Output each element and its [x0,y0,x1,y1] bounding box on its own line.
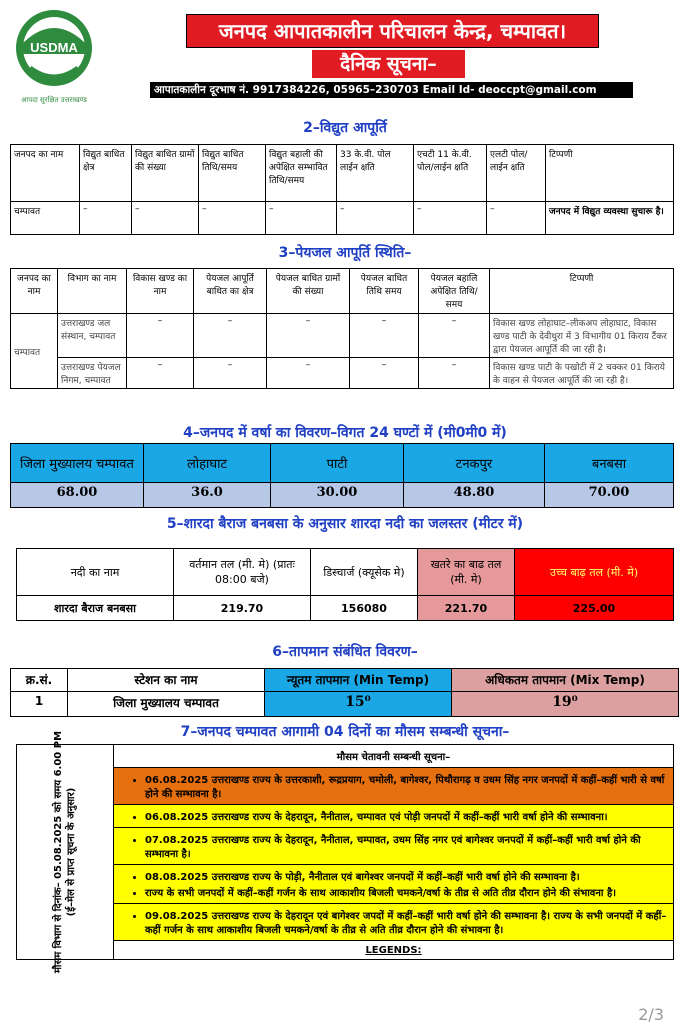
table-row [11,358,674,389]
table-cell: विकास खण्ड पाटी के पखोटी में 2 चक्कर 01 किराये के वाहन से पेयजल आपूर्ति की जा रही है। [490,358,674,389]
table-cell: 221.70 [418,596,515,621]
col-header: खतरे का बाढ तल (मी. मे) [418,549,515,596]
col-header: डिस्चार्ज (क्यूसेक मे) [311,549,418,596]
station-header: टनकपुर [404,444,545,483]
table-cell: – [350,314,419,358]
river-title: 5–शारदा बैराज बनबसा के अनुसार शारदा नदी का जलस्तर (मीटर में) [166,516,524,532]
page-subtitle: दैनिक सूचना– [312,50,465,78]
table-header-row [17,549,674,596]
table-header-row [11,145,674,202]
col-header: पेयजल बहालि अपेक्षित तिथि/समय [419,269,490,314]
station-header: बनबसा [545,444,674,483]
rainfall-title: 4–जनपद में वर्षा का विवरण–विगत 24 घण्टों में (मी0मी0 में) [183,425,507,441]
table-cell: उत्तराखण्ड पेयजल निगम, चम्पावत [58,358,127,389]
col-header: न्यूतम तापमान (Min Temp) [265,669,452,692]
table-row [17,768,674,805]
table-cell: 156080 [311,596,418,621]
rainfall-value: 30.00 [271,483,404,508]
table-cell: विकास खण्ड लोहाघाट–लीकअप लोहाघाट, विकास खण्ड पाटी के देवीधुरा में 3 विभागीय 01 किराय टैंकर द्वारा पेयजल आपूर्ति की जा रही है। [490,314,674,358]
station-header: लोहाघाट [144,444,271,483]
col-header: वर्तमान तल (मी. मे) (प्रातः 08:00 बजे) [174,549,311,596]
table-cell: – [350,358,419,389]
col-header: विद्युत बहाली की अपेक्षित सम्भावित तिथि/समय [266,145,337,202]
max-temp: 19⁰ [452,692,679,717]
weather-item: • 08.08.2025 उत्तराखण्ड राज्य के पोड़ी, नैनीताल एवं बागेश्वर जनपदों में कहीं–कहीं भारी वर्षा होने की सम्भावना है। [145,869,670,883]
legends-label: LEGENDS: [114,941,674,960]
water-table [10,268,674,389]
table-cell: – [199,202,266,235]
table-row [17,865,674,904]
table-cell: – [127,314,194,358]
table-row [17,828,674,865]
weather-item: • 07.08.2025 उत्तराखण्ड राज्य के देहरादून, नैनीताल, चम्पावत, उधम सिंह नगर एवं बागेश्वर जनपदों में कहीं–कहीं भारी वर्षा होने की सम्भावना है। [145,832,670,860]
logo-text: USDMA [30,40,78,55]
col-header: जनपद का नाम [11,269,58,314]
table-row [17,941,674,960]
table-cell: – [80,202,132,235]
logo-tagline: आपदा सुरक्षित उत्तराखण्ड [21,96,87,104]
table-cell: – [414,202,487,235]
col-header: स्टेशन का नाम [68,669,265,692]
table-cell: – [266,202,337,235]
table-cell: – [194,314,267,358]
rainfall-table [10,443,674,508]
col-header: पेयजल आपूर्ति बाधित का क्षेत्र [194,269,267,314]
table-cell: चम्पावत [11,202,80,235]
station-header: पाटी [271,444,404,483]
contact-info: आपातकालीन दूरभाष नं. 9917384226, 05965–230703 Email Id- deoccpt@gmail.com [150,82,633,98]
weather-item: • राज्य के सभी जनपदों में कहीं–कहीं गर्जन के साथ आकाशीय बिजली चमकने/वर्षा के तीव्र से अति तीव्र दौरान होने की संभावना है। [145,885,670,899]
table-cell: जिला मुख्यालय चम्पावत [68,692,265,717]
table-row [11,692,679,717]
table-cell: – [127,358,194,389]
table-header-row [11,269,674,314]
table-row [17,904,674,941]
table-header-row [17,745,674,768]
col-header: जनपद का नाम [11,145,80,202]
weather-item: • 06.08.2025 उत्तराखण्ड राज्य के देहरादून, नैनीताल, चम्पावत एवं पोड़ी जनपदों में कहीं–कहीं भारी वर्षा होने की सम्भावना। [145,809,670,823]
col-header: एचटी 11 के.वी. पोल/लाईन क्षति [414,145,487,202]
river-table [16,548,674,621]
electricity-table [10,144,674,235]
table-cell: – [267,314,350,358]
rainfall-value: 70.00 [545,483,674,508]
rainfall-value: 68.00 [11,483,144,508]
weather-title: 7–जनपद चम्पावत आगामी 04 दिनों का मौसम सम्बन्धी सूचना– [180,724,510,740]
page-title: जनपद आपातकालीन परिचालन केन्द्र, चम्पावत। [186,14,599,48]
table-cell: – [194,358,267,389]
col-header: टिप्पणी [546,145,674,202]
weather-source-cell [17,730,114,974]
col-header: अधिकतम तापमान (Mix Temp) [452,669,679,692]
table-cell: – [132,202,199,235]
col-header: टिप्पणी [490,269,674,314]
table-cell: – [337,202,414,235]
table-cell: – [419,358,490,389]
table-cell: 225.00 [515,596,674,621]
col-header: उच्च बाढ़ तल (मी. मे) [515,549,674,596]
table-cell: जनपद में विद्युत व्यवस्था सुचारू है। [546,202,674,235]
col-header: एलटी पोल/लाईन क्षति [487,145,546,202]
col-header: विकास खण्ड का नाम [127,269,194,314]
table-cell: शारदा बैराज बनबसा [17,596,174,621]
temperature-table [10,668,679,717]
col-header: पेयजल बाधित ग्रामों की संख्या [267,269,350,314]
table-cell: – [487,202,546,235]
table-header-row [11,669,679,692]
water-title: 3–पेयजल आपूर्ति स्थिति– [278,245,412,261]
table-cell: – [267,358,350,389]
table-row [11,202,674,235]
table-row [11,483,674,508]
col-header: 33 के.वी. पोल लाईन क्षति [337,145,414,202]
col-header: विद्युत बाधित ग्रामों की संख्या [132,145,199,202]
weather-item: • 09.08.2025 उत्तराखण्ड राज्य के देहरादून एवं बागेश्वर जपदों में कहीं–कहीं भारी वर्षा होने की सम्भावना है। राज्य के सभी जनपदों में कहीं–कहीं गर्जन के साथ आकाशीय बिजली चमकने/वर्षा के तीव्र से अति तीव्र दौरान होने की संभावना है। [145,908,670,936]
page-number: 2/3 [638,1005,664,1024]
weather-header: मौसम चेतावनी सम्बन्धी सूचना– [114,745,674,768]
table-cell: उत्तराखण्ड जल संस्थान, चम्पावत [58,314,127,358]
table-cell: 1 [11,692,68,717]
rainfall-value: 36.0 [144,483,271,508]
usdma-logo [10,6,98,106]
table-row [17,596,674,621]
rainfall-value: 48.80 [404,483,545,508]
col-header: विद्युत बाधित तिथि/समय [199,145,266,202]
col-header: विद्युत बाधित क्षेत्र [80,145,132,202]
station-header: जिला मुख्यालय चम्पावत [11,444,144,483]
col-header: नदी का नाम [17,549,174,596]
district-cell: चम्पावत [11,314,58,389]
electricity-title: 2–विद्युत आपूर्ति [303,120,387,136]
weather-item: • 06.08.2025 उत्तराखण्ड राज्य के उत्तरकाशी, रूद्रप्रयाग, चमोली, बागेश्वर, पिथौरागढ़ व उधम सिंह नगर जनपदों में कहीं–कहीं भारी से वर्षा होने की सम्भावना है। [145,772,670,800]
table-cell: – [419,314,490,358]
col-header: क्र.सं. [11,669,68,692]
col-header: पेयजल बाधित तिथि समय [350,269,419,314]
min-temp: 15⁰ [265,692,452,717]
temperature-title: 6–तापमान संबंधित विवरण– [272,644,418,660]
table-header-row [11,444,674,483]
table-cell: 219.70 [174,596,311,621]
table-row [11,314,674,358]
weather-source-label: मौसम विभाग से दिनांक– 05.08.2025 को समय 6.00 PM (ई–मेल से प्राप्त सूचना के अनुसार) [53,730,77,974]
table-row [17,805,674,828]
col-header: विभाग का नाम [58,269,127,314]
